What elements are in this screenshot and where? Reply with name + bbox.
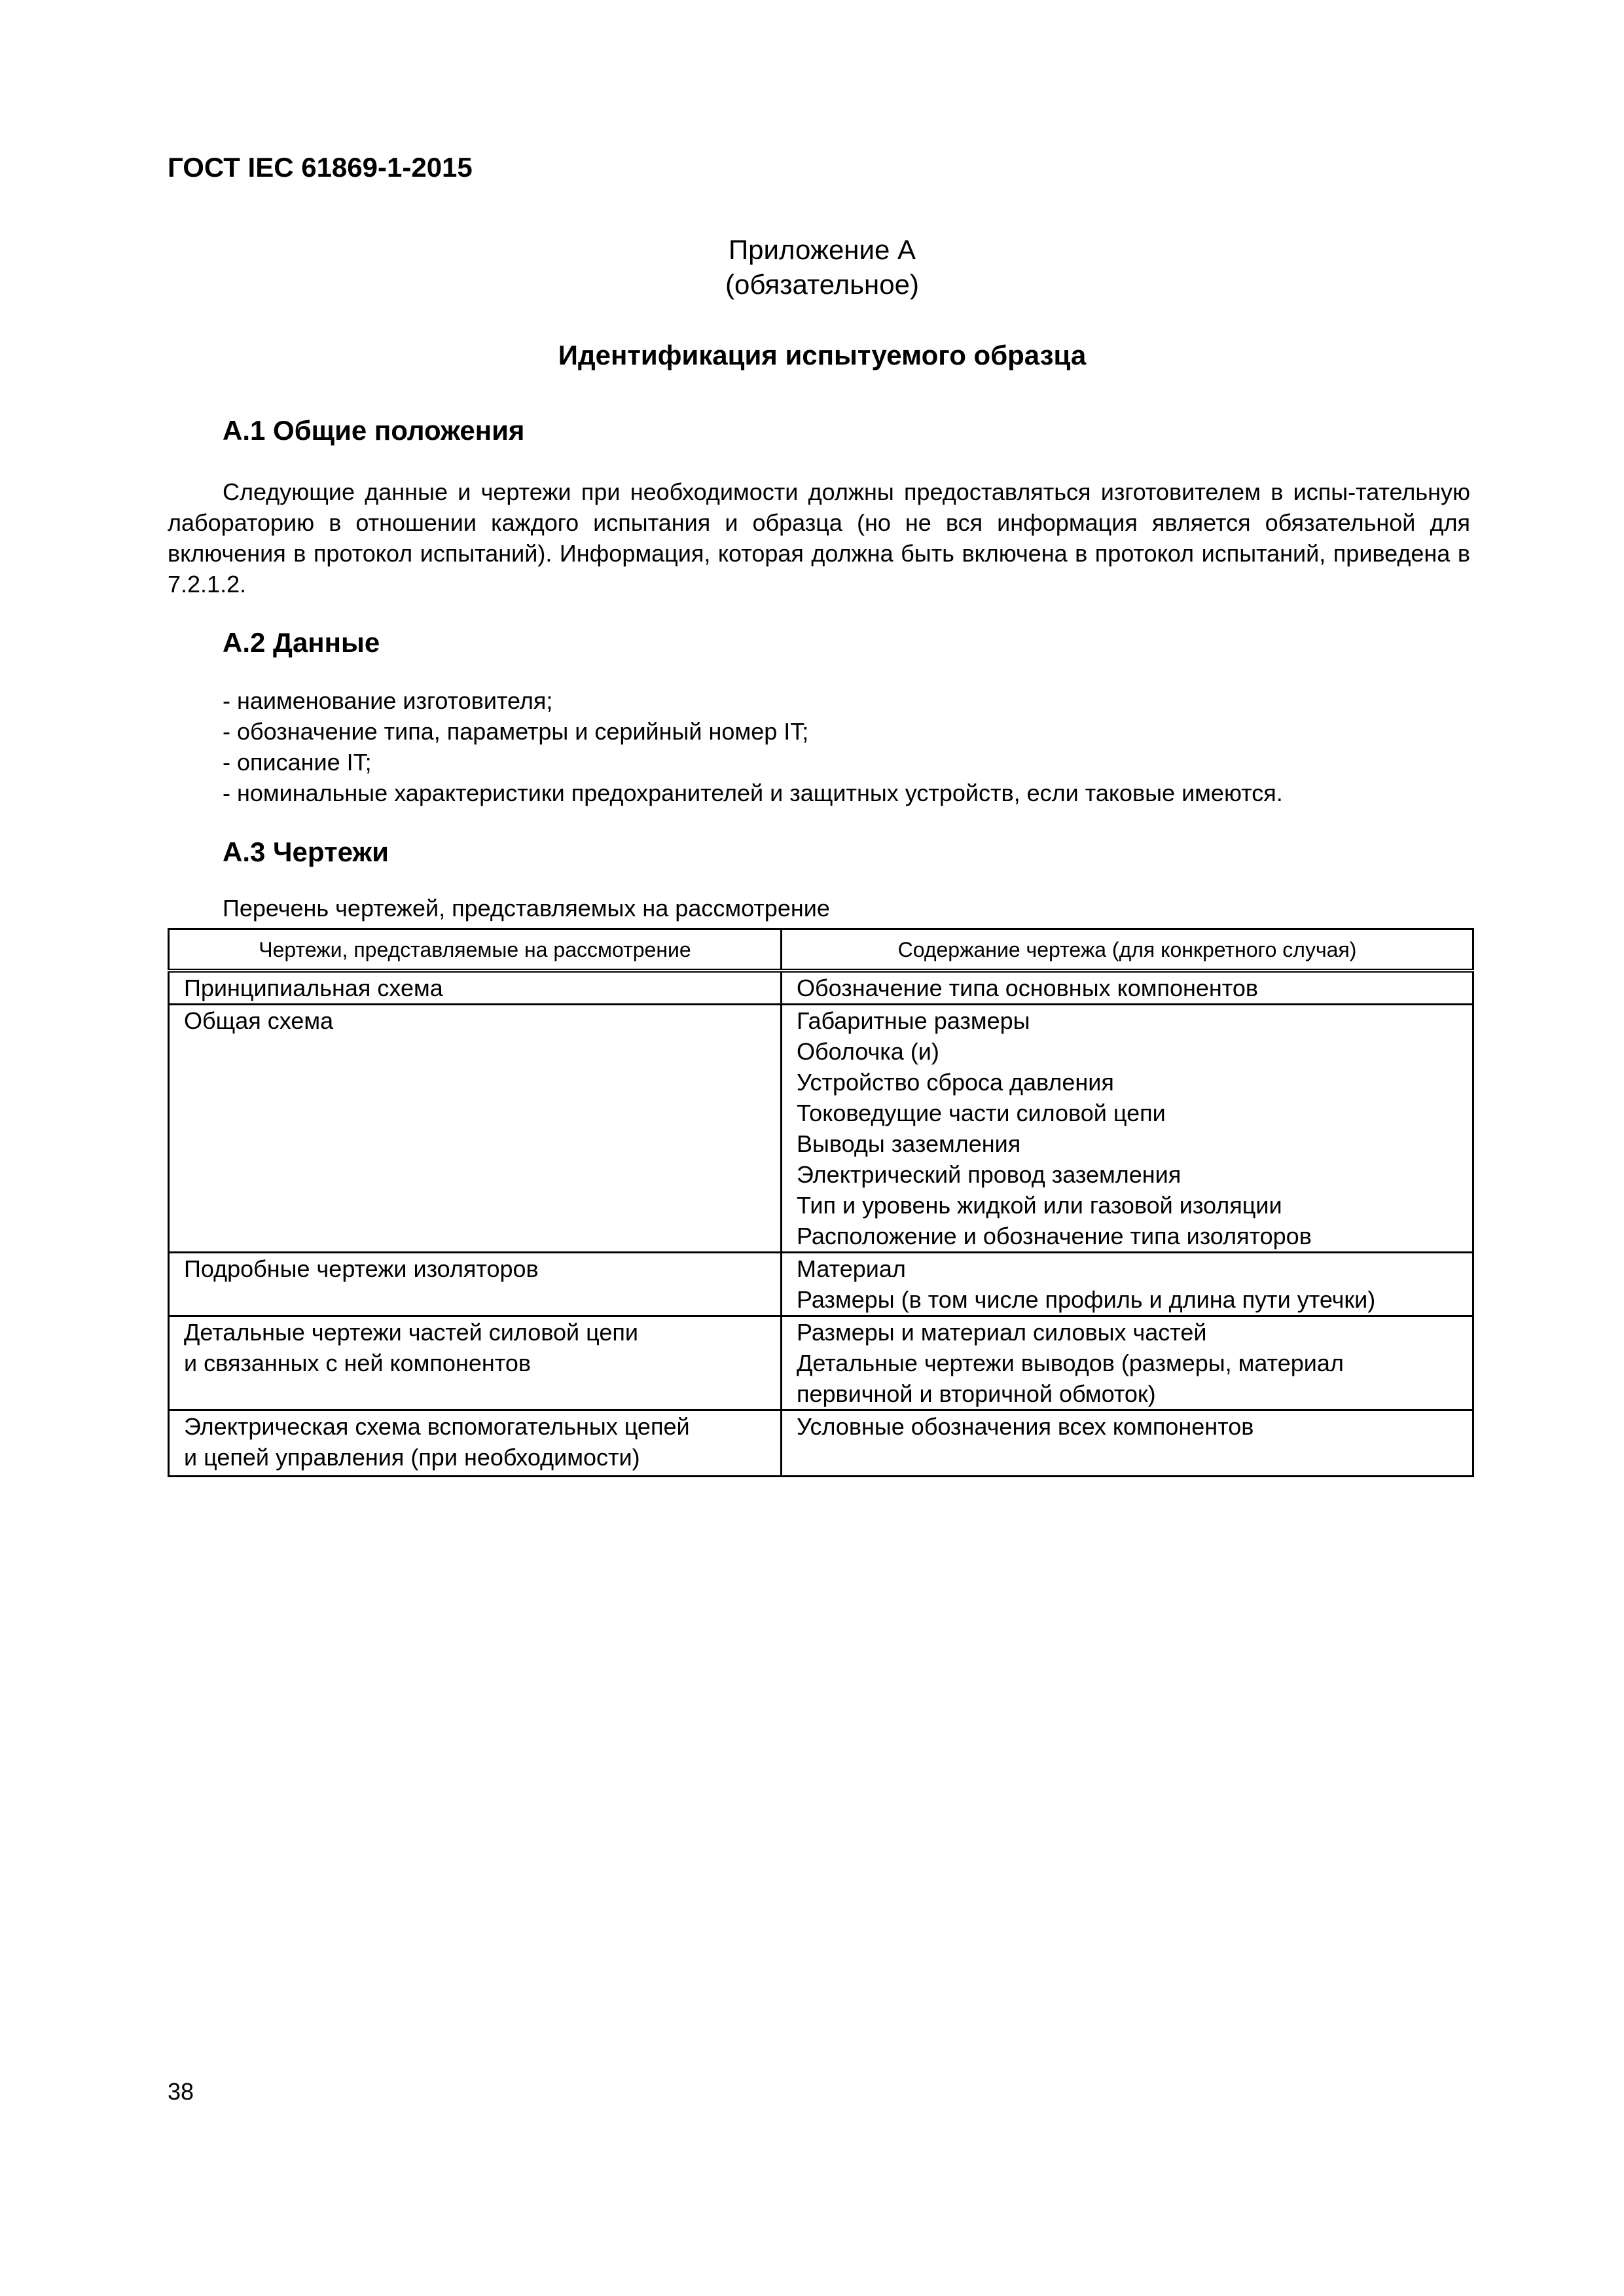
cell-line: Условные обозначения всех компонентов — [797, 1413, 1254, 1440]
table-row — [169, 1410, 1473, 1477]
cell-line: Токоведущие части силовой цепи — [797, 1100, 1166, 1126]
cell-line: Тип и уровень жидкой или газовой изоляции — [797, 1192, 1282, 1219]
list-item: - номинальные характеристики предохранителей и защитных устройств, если таковые имеются. — [223, 780, 1283, 806]
table-row — [169, 1316, 1473, 1410]
cell-line: и связанных с ней компонентов — [184, 1350, 531, 1376]
paragraph-line: тательную лабораторию в отношении каждого испытания и образца (но не вся информация является — [168, 478, 1470, 536]
cell-line: Материал — [797, 1255, 906, 1282]
cell-line: Электрический провод заземления — [797, 1161, 1182, 1188]
table-row — [169, 1253, 1473, 1316]
data-list — [223, 685, 1466, 808]
section-heading-data: А.2 Данные — [223, 627, 380, 658]
drawings-table — [168, 928, 1474, 1477]
cell-line: первичной и вторичной обмоток) — [797, 1380, 1156, 1407]
drawing-cell — [169, 971, 782, 1005]
standard-id: ГОСТ IEC 61869-1-2015 — [168, 152, 473, 183]
table-header-row — [169, 929, 1473, 971]
paragraph-line: Следующие данные и чертежи при необходимости должны предоставляться изготовителем в испы- — [223, 478, 1356, 505]
cell-line: Устройство сброса давления — [797, 1069, 1114, 1096]
column-header-drawings: Чертежи, представляемые на рассмотрение — [169, 929, 782, 971]
content-cell — [782, 1005, 1473, 1253]
section-heading-general: А.1 Общие положения — [223, 415, 525, 446]
section-general-paragraph — [168, 476, 1470, 600]
drawing-cell — [169, 1316, 782, 1410]
cell-line: Детальные чертежи частей силовой цепи — [184, 1319, 638, 1346]
drawing-cell — [169, 1005, 782, 1253]
table-caption: Перечень чертежей, представляемых на рассмотрение — [223, 895, 830, 922]
page-number: 38 — [168, 2078, 194, 2105]
cell-line: Детальные чертежи выводов (размеры, материал — [797, 1350, 1344, 1376]
cell-line: Общая схема — [184, 1007, 334, 1034]
paragraph-line: обязательной для включения в протокол испытаний). Информация, которая должна быть включена — [168, 509, 1470, 567]
drawing-cell — [169, 1253, 782, 1316]
cell-line: Электрическая схема вспомогательных цепей — [184, 1413, 690, 1440]
cell-line: Оболочка (и) — [797, 1038, 939, 1065]
content-cell — [782, 1410, 1473, 1477]
list-item: - наименование изготовителя; — [223, 687, 553, 714]
cell-line: Размеры (в том числе профиль и длина пути утечки) — [797, 1286, 1376, 1313]
list-item: - обозначение типа, параметры и серийный номер IT; — [223, 718, 809, 745]
cell-line: Выводы заземления — [797, 1130, 1021, 1157]
content-cell — [782, 1253, 1473, 1316]
table-row — [169, 1005, 1473, 1253]
cell-line: Габаритные размеры — [797, 1007, 1030, 1034]
appendix-title: Приложение А — [728, 234, 916, 265]
cell-line: Принципиальная схема — [184, 975, 443, 1001]
cell-line: Обозначение типа основных компонентов — [797, 975, 1259, 1001]
content-cell — [782, 1316, 1473, 1410]
content-cell — [782, 971, 1473, 1005]
appendix-status: (обязательное) — [725, 269, 919, 300]
cell-line: Размеры и материал силовых частей — [797, 1319, 1207, 1346]
section-heading-drawings: А.3 Чертежи — [223, 836, 389, 867]
cell-line: Подробные чертежи изоляторов — [184, 1255, 539, 1282]
drawing-cell — [169, 1410, 782, 1477]
cell-line: и цепей управления (при необходимости) — [184, 1444, 640, 1471]
list-item: - описание IT; — [223, 749, 372, 776]
column-header-content: Содержание чертежа (для конкретного случая) — [782, 929, 1473, 971]
cell-line: Расположение и обозначение типа изоляторов — [797, 1223, 1312, 1249]
paragraph-line: в протокол испытаний, приведена в 7.2.1.2. — [168, 540, 1470, 598]
table-row — [169, 971, 1473, 1005]
appendix-heading: Идентификация испытуемого образца — [558, 340, 1087, 370]
